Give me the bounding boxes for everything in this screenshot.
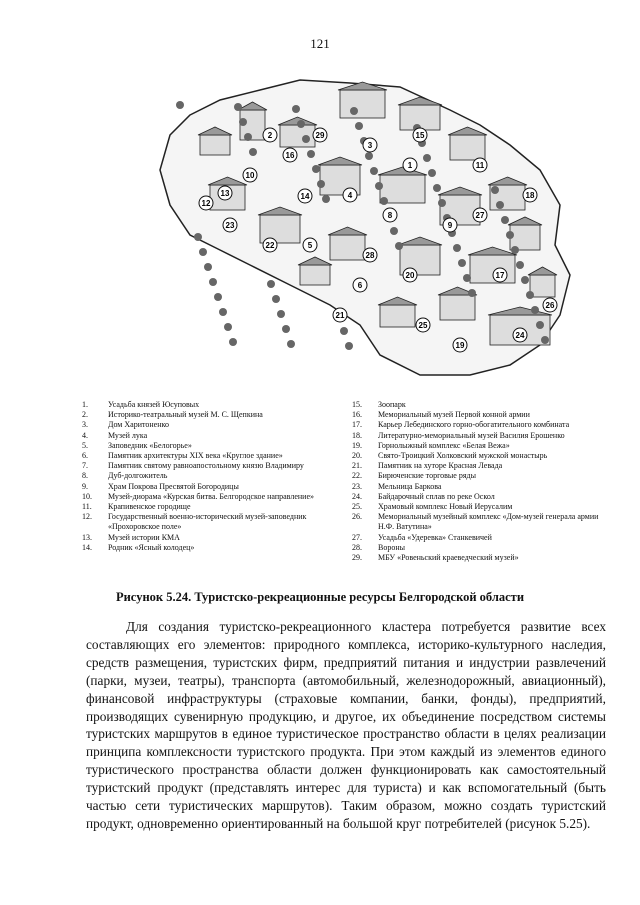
map-marker xyxy=(263,128,277,142)
legend-number: 13. xyxy=(82,532,92,542)
tree-icon xyxy=(541,336,549,344)
tree-icon xyxy=(526,291,534,299)
map-marker-label: 13 xyxy=(220,189,230,198)
map-marker xyxy=(473,208,487,222)
tree-icon xyxy=(463,274,471,282)
map-marker-label: 9 xyxy=(447,221,453,230)
map-marker-label: 14 xyxy=(300,192,310,201)
legend-label: Мемориальный музейный комплекс «Дом-музей генерала армии Н.Ф. Ватутина» xyxy=(378,512,599,532)
body-paragraph: Для создания туристско-рекреационного кластера потребуется развитие всех составляющих его элементов: природного комплекса, историко-культурного наследия, средств размещения, туристских фирм, предприятий питания и индустрии развлечений (парки, музеи, театры), транспорта (автомобильный, железнодорожный, авиационный), финансовой инфраструктуры (страховые компании, банки, фонды), предприятий, производящих сувенирную продукцию, и другое, их объединение посредством системы туристских маршрутов в единое туристическое пространство области в целях реализации принципа комплексности туристского продукта. При этом каждый из элементов единого туристического пространства области должен функционировать как самостоятельный туристский продукт (представлять интерес для туриста) и как вспомогательный (быть частью сети туристических маршрутов). Таким образом, можно создать туристский продукт, одновременно ориентированный на большой круг потребителей (рисунок 5.25). xyxy=(86,619,606,831)
tree-icon xyxy=(531,306,539,314)
map-marker xyxy=(199,196,213,210)
tree-icon xyxy=(229,338,237,346)
legend-item xyxy=(82,533,342,543)
tree-icon xyxy=(433,184,441,192)
map-marker-label: 24 xyxy=(515,331,525,340)
map-marker xyxy=(363,248,377,262)
tree-icon xyxy=(511,246,519,254)
map-marker-label: 4 xyxy=(347,191,353,200)
map-marker xyxy=(298,189,312,203)
legend-label: Музей истории КМА xyxy=(108,532,180,542)
map-marker xyxy=(243,168,257,182)
legend-item xyxy=(352,543,602,553)
tree-icon xyxy=(355,122,363,130)
building-drawing xyxy=(330,235,365,260)
tree-icon xyxy=(302,135,310,143)
tree-icon xyxy=(267,280,275,288)
legend-label: Государственный военно-исторический музей-заповедник «Прохоровское поле» xyxy=(108,512,307,532)
building-drawing xyxy=(300,265,330,285)
legend-label: Дуб-долгожитель xyxy=(108,471,168,481)
map-marker xyxy=(453,338,467,352)
tree-icon xyxy=(350,107,358,115)
legend-number: 1. xyxy=(82,400,88,409)
legend-item xyxy=(82,471,342,481)
tree-icon xyxy=(506,231,514,239)
tree-icon xyxy=(395,242,403,250)
tree-icon xyxy=(249,148,257,156)
map-marker xyxy=(473,158,487,172)
tree-icon xyxy=(219,308,227,316)
tree-icon xyxy=(453,244,461,252)
legend-number: 8. xyxy=(82,471,88,481)
map-marker xyxy=(543,298,557,312)
legend-number: 3. xyxy=(82,420,88,430)
legend-label: Памятник на хуторе Красная Левада xyxy=(378,461,503,471)
map-marker-label: 11 xyxy=(475,161,485,170)
tree-icon xyxy=(516,261,524,269)
legend-label: Вороны xyxy=(378,542,405,552)
map-marker-label: 22 xyxy=(265,241,275,250)
map-marker-label: 21 xyxy=(335,311,345,320)
map-marker xyxy=(218,186,232,200)
map-marker-label: 19 xyxy=(455,341,465,350)
legend-label: Карьер Лебединского горно-обогатительного комбината xyxy=(378,420,570,430)
map-marker-label: 12 xyxy=(201,199,211,208)
tree-icon xyxy=(428,169,436,177)
map-marker xyxy=(416,318,430,332)
legend-label: Зоопарк xyxy=(378,400,406,409)
legend-item xyxy=(352,471,602,481)
figure-caption: Рисунок 5.24. Туристско-рекреационные ресурсы Белгородской области xyxy=(115,590,525,604)
tree-icon xyxy=(234,103,242,111)
legend-label: Усадьба князей Юсуповых xyxy=(108,400,200,409)
map-marker-label: 6 xyxy=(357,281,363,290)
map-marker-label: 20 xyxy=(405,271,415,280)
tree-icon xyxy=(239,118,247,126)
building-drawing xyxy=(280,125,315,147)
legend-label: МБУ «Ровеньский краеведческий музей» xyxy=(378,553,519,563)
map-marker-label: 29 xyxy=(315,131,325,140)
legend-label: Бирюченские торговые ряды xyxy=(378,471,476,481)
legend-label: Горнолыжный комплекс «Белая Вежа» xyxy=(378,440,510,450)
legend-column-left xyxy=(82,400,342,553)
legend-number: 4. xyxy=(82,430,88,440)
legend-item xyxy=(352,410,602,420)
map-marker xyxy=(343,188,357,202)
legend-number: 12. xyxy=(82,512,92,522)
legend-label: Мельница Баркова xyxy=(378,481,442,491)
map-marker-label: 15 xyxy=(415,131,425,140)
legend-number: 15. xyxy=(352,400,362,409)
map-marker-label: 8 xyxy=(387,211,393,220)
tree-icon xyxy=(292,105,300,113)
tree-icon xyxy=(345,342,353,350)
tree-icon xyxy=(423,154,431,162)
legend-item xyxy=(82,492,342,502)
legend-item xyxy=(352,482,602,492)
tree-icon xyxy=(496,201,504,209)
building-drawing xyxy=(340,90,385,118)
building-drawing xyxy=(380,305,415,327)
legend-label: Крапивенское городище xyxy=(108,502,191,512)
tree-icon xyxy=(380,197,388,205)
map-marker xyxy=(403,268,417,282)
map-marker xyxy=(443,218,457,232)
legend-number: 28. xyxy=(352,542,362,552)
legend-item xyxy=(352,420,602,430)
tree-icon xyxy=(521,276,529,284)
legend-item xyxy=(82,482,342,492)
legend-number: 26. xyxy=(352,512,362,522)
tree-icon xyxy=(365,152,373,160)
tree-icon xyxy=(287,340,295,348)
legend-number: 9. xyxy=(82,481,88,491)
tree-icon xyxy=(317,180,325,188)
legend-number: 17. xyxy=(352,420,362,430)
tree-icon xyxy=(375,182,383,190)
map-marker xyxy=(353,278,367,292)
tree-icon xyxy=(209,278,217,286)
tree-icon xyxy=(468,289,476,297)
tree-icon xyxy=(322,195,330,203)
legend-column-right xyxy=(352,400,602,563)
legend-number: 2. xyxy=(82,410,88,420)
legend-number: 16. xyxy=(352,410,362,420)
legend-number: 21. xyxy=(352,461,362,471)
legend-item xyxy=(82,502,342,512)
legend-number: 23. xyxy=(352,481,362,491)
legend-label: Мемориальный музей Первой конной армии xyxy=(378,410,530,420)
legend-number: 10. xyxy=(82,491,92,501)
legend-number: 19. xyxy=(352,440,362,450)
legend-number: 20. xyxy=(352,451,362,461)
legend-item xyxy=(352,461,602,471)
legend-item xyxy=(82,451,342,461)
legend-label: Памятник архитектуры XIX века «Круглое здание» xyxy=(108,451,283,461)
legend-label: Заповедник «Белогорье» xyxy=(108,440,192,450)
map-marker-label: 3 xyxy=(367,141,373,150)
tree-icon xyxy=(199,248,207,256)
map-marker-label: 26 xyxy=(545,301,555,310)
legend-item xyxy=(352,512,602,532)
tree-icon xyxy=(194,233,202,241)
tree-icon xyxy=(501,216,509,224)
legend-number: 6. xyxy=(82,451,88,461)
legend-item xyxy=(352,441,602,451)
legend-label: Музей-диорама «Курская битва. Белгородское направление» xyxy=(108,491,315,501)
legend-number: 24. xyxy=(352,491,362,501)
tree-icon xyxy=(340,327,348,335)
legend-label: Храмовый комплекс Новый Иерусалим xyxy=(378,502,513,512)
map-marker-label: 2 xyxy=(267,131,273,140)
tree-icon xyxy=(204,263,212,271)
legend-number: 18. xyxy=(352,430,362,440)
legend-label: Усадьба «Удеревка» Станкевичей xyxy=(378,532,492,542)
legend-number: 14. xyxy=(82,542,92,552)
tree-icon xyxy=(277,310,285,318)
tree-icon xyxy=(297,120,305,128)
legend-number: 27. xyxy=(352,532,362,542)
legend-label: Храм Покрова Пресвятой Богородицы xyxy=(108,481,239,491)
legend-number: 7. xyxy=(82,461,88,471)
map-marker xyxy=(283,148,297,162)
legend-item xyxy=(352,431,602,441)
legend-label: Историко-театральный музей М. С. Щепкина xyxy=(108,410,263,420)
map-marker-label: 1 xyxy=(407,161,413,170)
legend-number: 25. xyxy=(352,502,362,512)
legend-number: 11. xyxy=(82,502,92,512)
map-marker-label: 16 xyxy=(285,151,295,160)
region-map-illustration xyxy=(150,75,590,395)
map-marker-label: 17 xyxy=(495,271,505,280)
tree-icon xyxy=(491,186,499,194)
tree-icon xyxy=(458,259,466,267)
legend-number: 29. xyxy=(352,553,362,563)
map-marker xyxy=(313,128,327,142)
legend-label: Дом Харитоненко xyxy=(108,420,169,430)
tree-icon xyxy=(224,323,232,331)
map-marker xyxy=(523,188,537,202)
legend-item xyxy=(82,420,342,430)
tree-icon xyxy=(176,101,184,109)
legend-item xyxy=(352,533,602,543)
legend-label: Литературно-мемориальный музей Василия Ерошенко xyxy=(378,430,565,440)
tree-icon xyxy=(438,199,446,207)
legend-item xyxy=(352,502,602,512)
tree-icon xyxy=(390,227,398,235)
tree-icon xyxy=(244,133,252,141)
legend-item xyxy=(82,431,342,441)
building-drawing xyxy=(440,295,475,320)
map-marker xyxy=(413,128,427,142)
building-drawing xyxy=(200,135,230,155)
legend-label: Байдарочный сплав по реке Оскол xyxy=(378,491,495,501)
page-number: 121 xyxy=(310,36,330,51)
legend-number: 22. xyxy=(352,471,362,481)
tree-icon xyxy=(312,165,320,173)
map-marker-label: 10 xyxy=(245,171,255,180)
legend-item xyxy=(352,492,602,502)
legend-item xyxy=(352,553,602,563)
legend-number: 5. xyxy=(82,440,88,450)
map-marker xyxy=(263,238,277,252)
map-marker xyxy=(333,308,347,322)
legend-label: Свято-Троицкий Холковский мужской монастырь xyxy=(378,451,548,461)
legend-label: Памятник святому равноапостольному князю Владимиру xyxy=(108,461,304,471)
legend-label: Родник «Ясный колодец» xyxy=(108,542,195,552)
tree-icon xyxy=(370,167,378,175)
building-drawing xyxy=(450,135,485,160)
map-marker xyxy=(363,138,377,152)
map-marker xyxy=(223,218,237,232)
map-marker-label: 25 xyxy=(418,321,428,330)
tree-icon xyxy=(307,150,315,158)
map-marker xyxy=(383,208,397,222)
legend-item xyxy=(82,400,342,410)
legend-item xyxy=(352,400,602,410)
map-marker xyxy=(303,238,317,252)
map-marker-label: 27 xyxy=(475,211,485,220)
legend-item xyxy=(82,543,342,553)
tree-icon xyxy=(272,295,280,303)
map-marker xyxy=(403,158,417,172)
tree-icon xyxy=(214,293,222,301)
building-drawing xyxy=(470,255,515,283)
legend-item xyxy=(352,451,602,461)
legend-item xyxy=(82,512,342,532)
tree-icon xyxy=(282,325,290,333)
map-marker xyxy=(493,268,507,282)
map-marker-label: 18 xyxy=(525,191,535,200)
legend-item xyxy=(82,410,342,420)
map-marker xyxy=(513,328,527,342)
tree-icon xyxy=(536,321,544,329)
map-marker-label: 5 xyxy=(307,241,313,250)
map-marker-label: 28 xyxy=(365,251,375,260)
legend-item xyxy=(82,461,342,471)
legend-label: Музей лука xyxy=(108,430,148,440)
legend-item xyxy=(82,441,342,451)
map-marker-label: 23 xyxy=(225,221,235,230)
